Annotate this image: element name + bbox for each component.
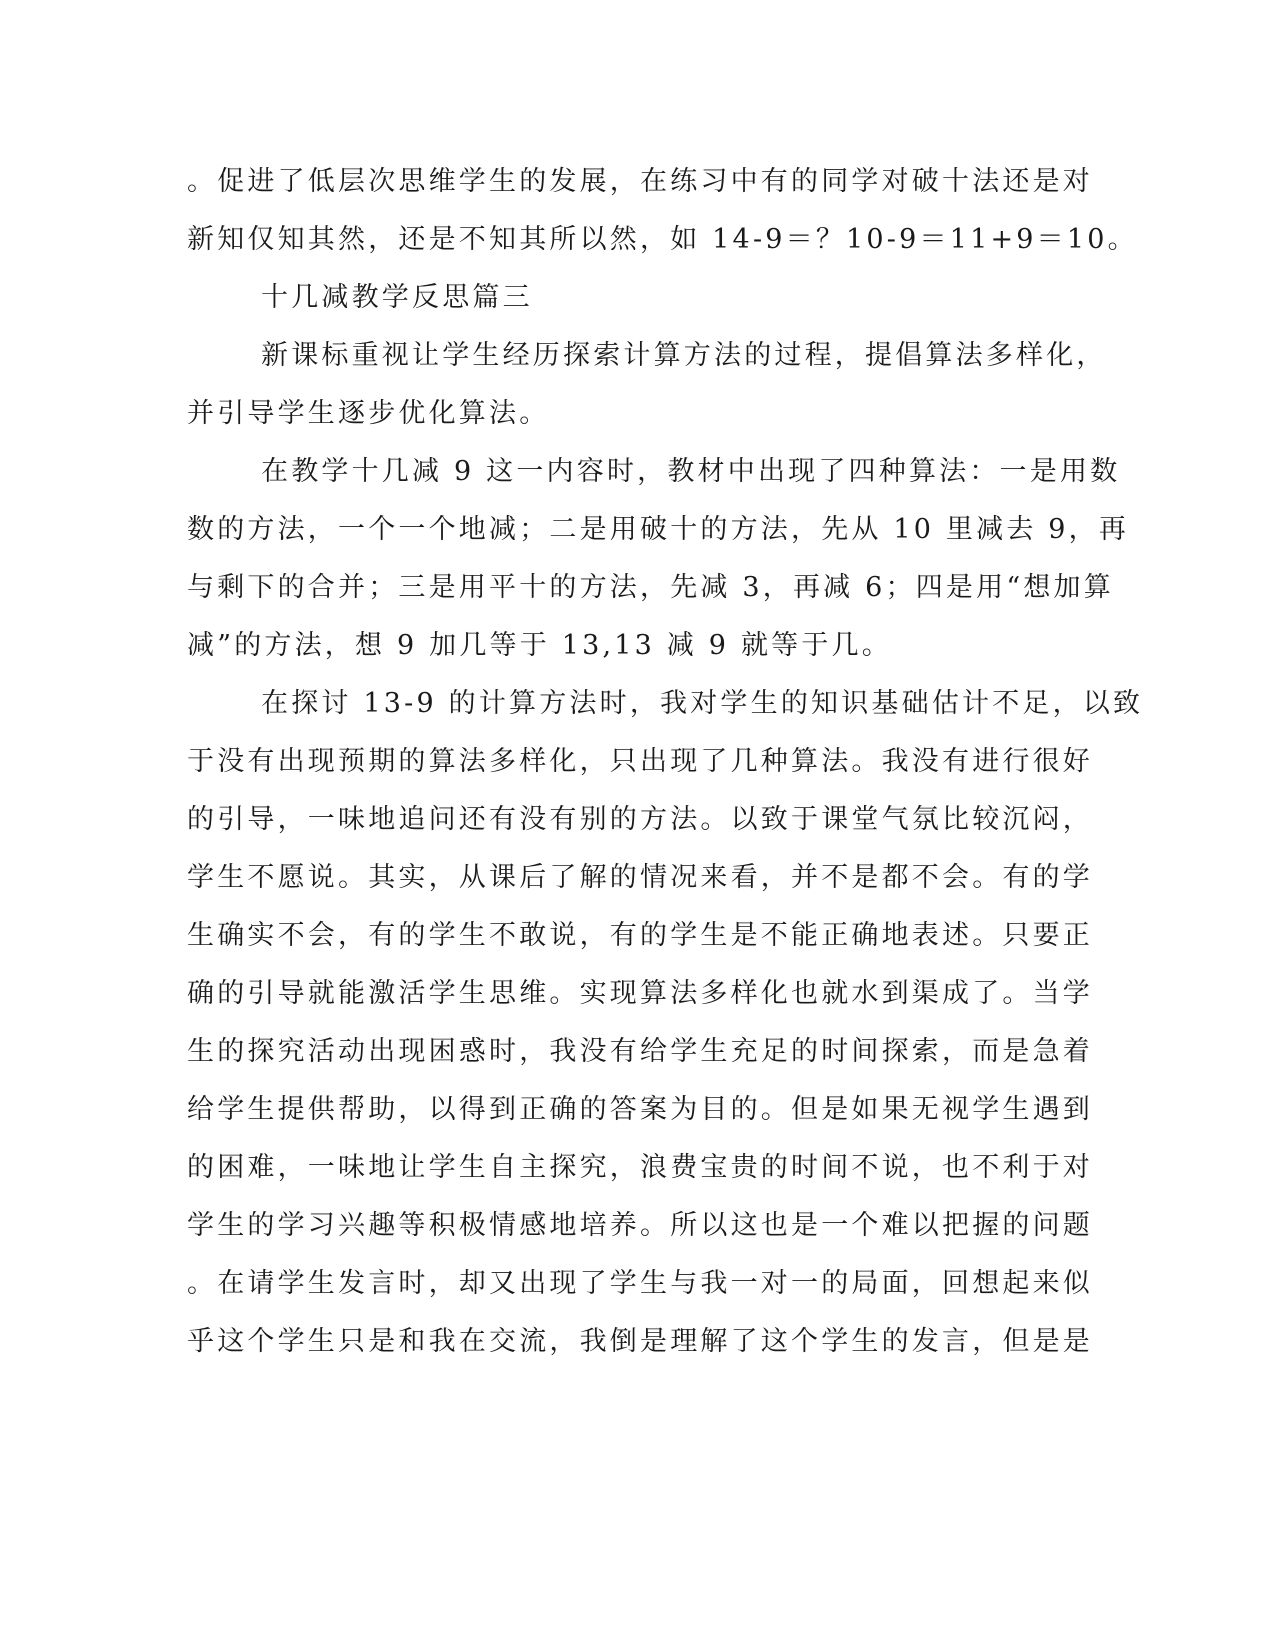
text-line: 新课标重视让学生经历探索计算方法的过程，提倡算法多样化，	[261, 340, 1107, 371]
text-line: 新知仅知其然，还是不知其所以然，如 14-9＝？10-9＝11+9＝10。	[187, 224, 1138, 255]
text-line: 学生不愿说。其实，从课后了解的情况来看，并不是都不会。有的学	[187, 862, 1093, 893]
text-line: 给学生提供帮助，以得到正确的答案为目的。但是如果无视学生遇到	[187, 1094, 1093, 1125]
text-line: 减”的方法，想 9 加几等于 13,13 减 9 就等于几。	[187, 630, 892, 661]
section-heading: 十几减教学反思篇三	[261, 282, 533, 313]
text-line: 确的引导就能激活学生思维。实现算法多样化也就水到渠成了。当学	[187, 978, 1093, 1009]
text-line: 与剩下的合并；三是用平十的方法，先减 3，再减 6；四是用“想加算	[187, 572, 1114, 603]
text-line: 学生的学习兴趣等积极情感地培养。所以这也是一个难以把握的问题	[187, 1210, 1093, 1241]
text-line: 。在请学生发言时，却又出现了学生与我一对一的局面，回想起来似	[187, 1268, 1093, 1299]
text-line: 生的探究活动出现困惑时，我没有给学生充足的时间探索，而是急着	[187, 1036, 1093, 1067]
text-line: 在教学十几减 9 这一内容时，教材中出现了四种算法：一是用数	[261, 456, 1121, 487]
text-line: 的引导，一味地追问还有没有别的方法。以致于课堂气氛比较沉闷，	[187, 804, 1093, 835]
text-line: 的困难，一味地让学生自主探究，浪费宝贵的时间不说，也不利于对	[187, 1152, 1093, 1183]
text-line: 数的方法，一个一个地减；二是用破十的方法，先从 10 里减去 9，再	[187, 514, 1130, 545]
text-line: 乎这个学生只是和我在交流，我倒是理解了这个学生的发言，但是是	[187, 1326, 1093, 1357]
text-line: 。促进了低层次思维学生的发展，在练习中有的同学对破十法还是对	[187, 166, 1093, 197]
text-line: 在探讨 13-9 的计算方法时，我对学生的知识基础估计不足，以致	[261, 688, 1144, 719]
text-line: 生确实不会，有的学生不敢说，有的学生是不能正确地表述。只要正	[187, 920, 1093, 951]
text-line: 于没有出现预期的算法多样化，只出现了几种算法。我没有进行很好	[187, 746, 1093, 777]
text-line: 并引导学生逐步优化算法。	[187, 398, 550, 429]
